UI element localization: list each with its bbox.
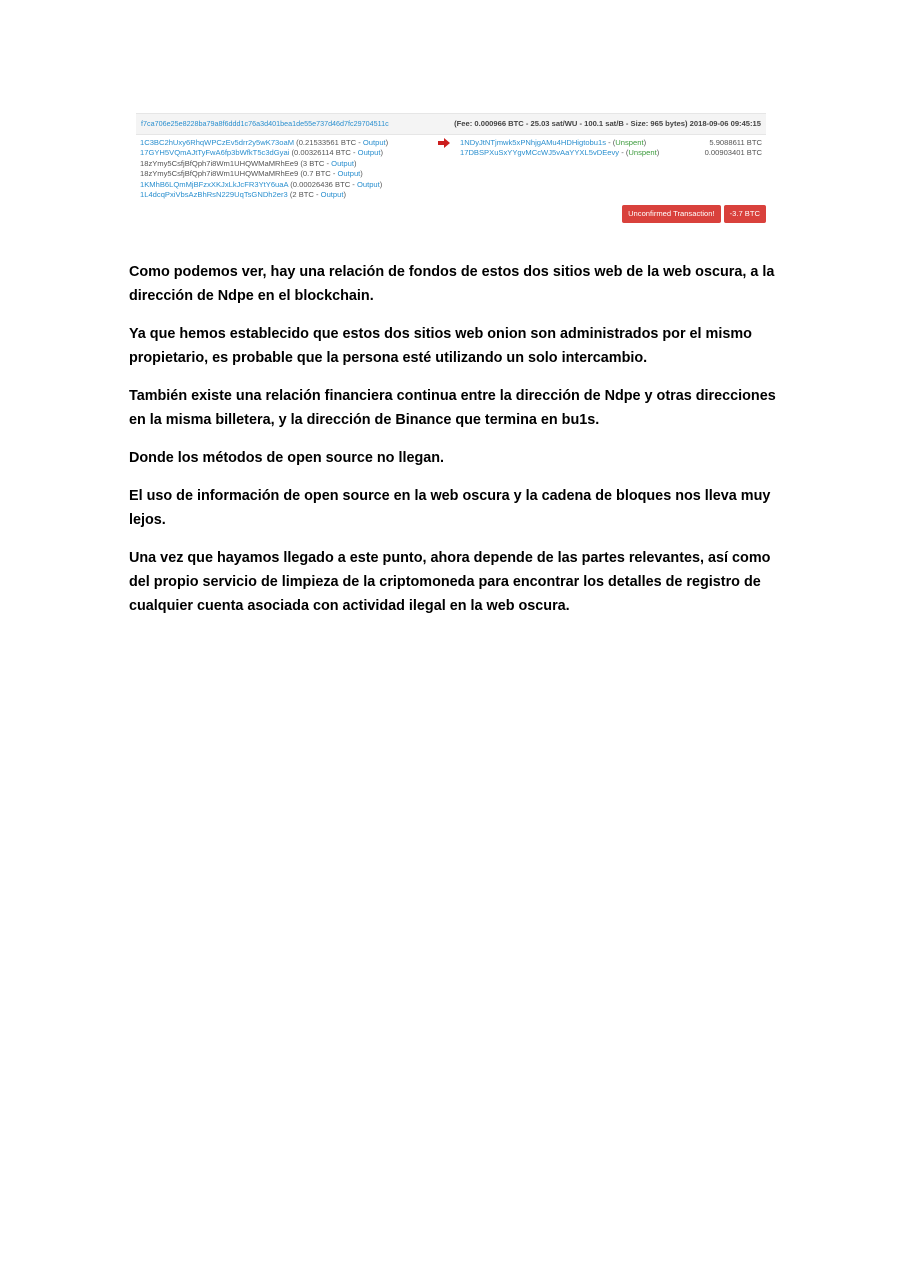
output-link[interactable]: Output <box>337 169 361 179</box>
input-address-link[interactable]: 1KMhB6LQmMjBFzxXKJxLkJcFR3YtY6uaA <box>140 179 289 189</box>
input-address-link[interactable]: 1C3BC2hUxy6RhqWPCzEv5drr2y5wK73oaM <box>140 138 295 147</box>
output-amount: 0.00903401 BTC <box>704 148 762 158</box>
input-address: 18zYmy5CsfjBfQph7i8Wm1UHQWMaMRhEe9 <box>140 158 299 168</box>
input-address-link[interactable]: 17GYH5VQmAJtTyFwA6fp3bWfkT5c3dGyai <box>140 148 290 158</box>
output-link[interactable]: Output <box>331 158 354 168</box>
output-row <box>460 138 766 148</box>
transaction-outputs <box>460 138 766 159</box>
paragraph: El uso de información de open source en la web oscura y la cadena de bloques nos lleva muy lejos. <box>129 488 771 528</box>
input-close: ) <box>360 169 363 179</box>
transaction-screenshot <box>136 113 766 225</box>
input-row <box>140 190 430 200</box>
input-amount: (0.21533561 BTC - <box>294 138 363 147</box>
output-link[interactable]: Output <box>356 179 380 189</box>
input-amount: (3 BTC - <box>298 158 332 168</box>
transaction-fee-info: (Fee: 0.000966 BTC - 25.03 sat/WU - 100.1 sat/B - Size: 965 bytes) 2018-09-06 09:45:15 <box>454 119 761 128</box>
input-address-link[interactable]: 1L4dcqPxiVbsAzBhRsN229UqTsGNDh2er3 <box>140 189 288 199</box>
output-link[interactable]: Output <box>320 189 344 199</box>
transaction-badges <box>619 205 766 223</box>
input-amount: (0.00326114 BTC - <box>289 148 358 158</box>
paragraph: Una vez que hayamos llegado a este punto, ahora depende de las partes relevantes, así como del propio servicio de limpieza de la criptomoneda para encontrar los detalles de registro de cualquier cuenta asociada con actividad ilegal en la web oscura. <box>129 550 771 614</box>
input-address: 18zYmy5CsfjBfQph7i8Wm1UHQWMaMRhEe9 <box>140 169 299 179</box>
output-address-link[interactable]: 17DBSPXuSxYYgvMCcWJ5vAaYYXL5vDEevy <box>460 148 620 158</box>
paragraph: También existe una relación financiera continua entre la dirección de Ndpe y otras direcciones en la misma billetera, y la dirección de Binance que termina en bu1s. <box>129 388 776 428</box>
input-row <box>140 169 430 179</box>
input-row <box>140 159 430 169</box>
unconfirmed-badge[interactable]: Unconfirmed Transaction! <box>622 205 721 223</box>
document-body <box>129 260 777 632</box>
input-row <box>140 180 430 190</box>
output-sep: - ( <box>619 148 629 158</box>
output-address-link[interactable]: 1NDyJtNTjmwk5xPNhjgAMu4HDHigtobu1s <box>460 138 607 147</box>
transaction-hash-link[interactable]: f7ca706e25e8228ba79a8f6ddd1c76a3d401bea1de55e737d46d7fc29704511c <box>141 119 389 128</box>
paragraph: Como podemos ver, hay una relación de fondos de estos dos sitios web de la web oscura, a la dirección de Ndpe en el blockchain. <box>129 264 775 304</box>
paragraph: Donde los métodos de open source no llegan. <box>129 450 445 466</box>
output-close: ) <box>643 138 647 147</box>
paragraph: Ya que hemos establecido que estos dos sitios web onion son administrados por el mismo propietario, es probable que la persona esté utilizando un solo intercambio. <box>129 326 752 366</box>
output-link[interactable]: Output <box>362 138 386 147</box>
output-amount: 5.9088611 BTC <box>709 138 762 147</box>
input-close: ) <box>380 148 383 158</box>
output-link[interactable]: Output <box>357 148 381 158</box>
unspent-status: Unspent <box>628 148 657 158</box>
output-sep: - ( <box>606 138 616 147</box>
input-amount: (2 BTC - <box>287 189 321 199</box>
transaction-inputs <box>140 138 430 200</box>
output-row <box>460 148 766 158</box>
arrow-right-icon <box>438 138 450 148</box>
input-row <box>140 148 430 158</box>
input-close: ) <box>385 138 389 147</box>
transaction-header <box>136 113 766 135</box>
unspent-status: Unspent <box>615 138 644 147</box>
input-close: ) <box>353 158 357 168</box>
amount-badge[interactable]: -3.7 BTC <box>724 205 766 223</box>
input-row <box>140 138 430 148</box>
input-amount: (0.00026436 BTC - <box>288 179 357 189</box>
input-amount: (0.7 BTC - <box>298 169 338 179</box>
input-close: ) <box>343 189 346 199</box>
input-close: ) <box>379 179 383 189</box>
output-close: ) <box>656 148 660 158</box>
